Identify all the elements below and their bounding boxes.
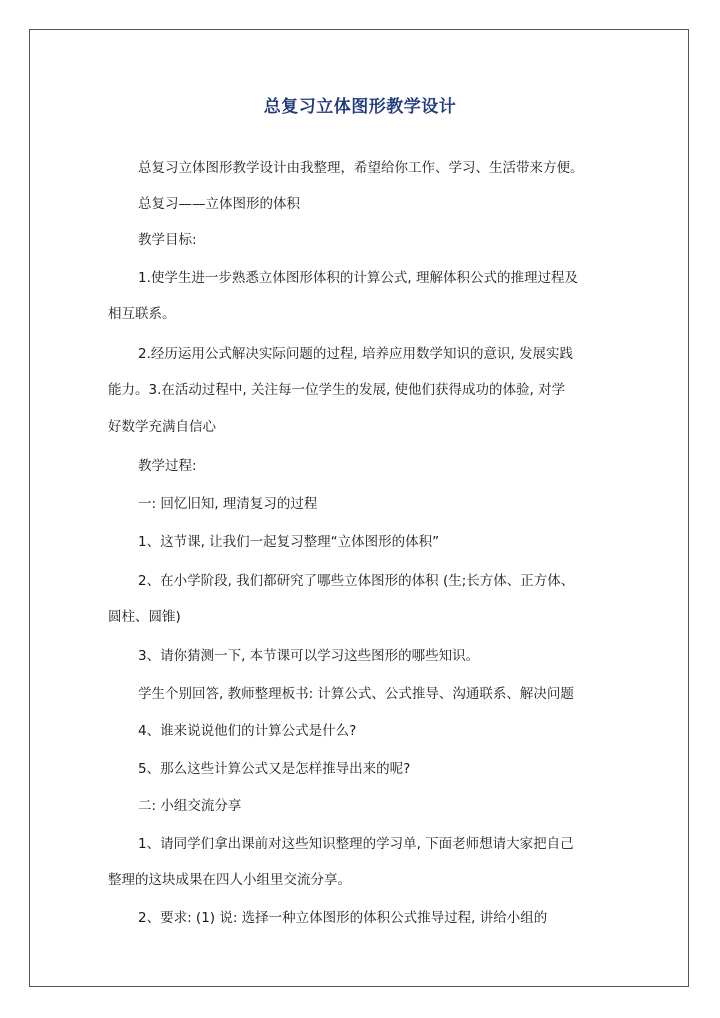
paragraph-line: 教学过程: xyxy=(138,458,197,474)
document-title: 总复习立体图形教学设计 xyxy=(263,97,457,117)
paragraph-line: 2、要求: (1) 说: 选择一种立体图形的体积公式推导过程, 讲给小组的 xyxy=(138,910,548,926)
paragraph-line: 整理的这块成果在四人小组里交流分享。 xyxy=(108,872,351,888)
paragraph-line: 4、谁来说说他们的计算公式是什么? xyxy=(138,723,357,739)
paragraph-line: 二: 小组交流分享 xyxy=(138,798,242,814)
paragraph-line: 2、在小学阶段, 我们都研究了哪些立体图形的体积 (生;长方体、正方体、 xyxy=(138,573,575,589)
paragraph-line: 一: 回忆旧知, 理清复习的过程 xyxy=(138,496,318,512)
paragraph-line: 好数学充满自信心 xyxy=(108,419,216,435)
paragraph-line: 2.经历运用公式解决实际问题的过程, 培养应用数学知识的意识, 发展实践 xyxy=(138,346,574,362)
paragraph-line: 教学目标: xyxy=(138,232,197,248)
paragraph-line: 5、那么这些计算公式又是怎样推导出来的呢? xyxy=(138,761,411,777)
paragraph-line: 3、请你猜测一下, 本节课可以学习这些图形的哪些知识。 xyxy=(138,648,480,664)
paragraph-line: 总复习——立体图形的体积 xyxy=(138,196,300,212)
paragraph-line: 相互联系。 xyxy=(108,306,176,322)
paragraph-line: 学生个别回答, 教师整理板书: 计算公式、公式推导、沟通联系、解决问题 xyxy=(138,686,574,702)
paragraph-line: 圆柱、圆锥) xyxy=(108,609,181,625)
paragraph-line: 1、这节课, 让我们一起复习整理“立体图形的体积” xyxy=(138,534,440,550)
paragraph-line: 能力。3.在活动过程中, 关注每一位学生的发展, 使他们获得成功的体验, 对学 xyxy=(108,382,566,398)
paragraph-line: 1、请同学们拿出课前对这些知识整理的学习单, 下面老师想请大家把自己 xyxy=(138,836,574,852)
paragraph-line: 总复习立体图形教学设计由我整理，希望给你工作、学习、生活带来方便。 xyxy=(138,160,584,176)
paragraph-line: 1.使学生进一步熟悉立体图形体积的计算公式, 理解体积公式的推理过程及 xyxy=(138,270,578,286)
